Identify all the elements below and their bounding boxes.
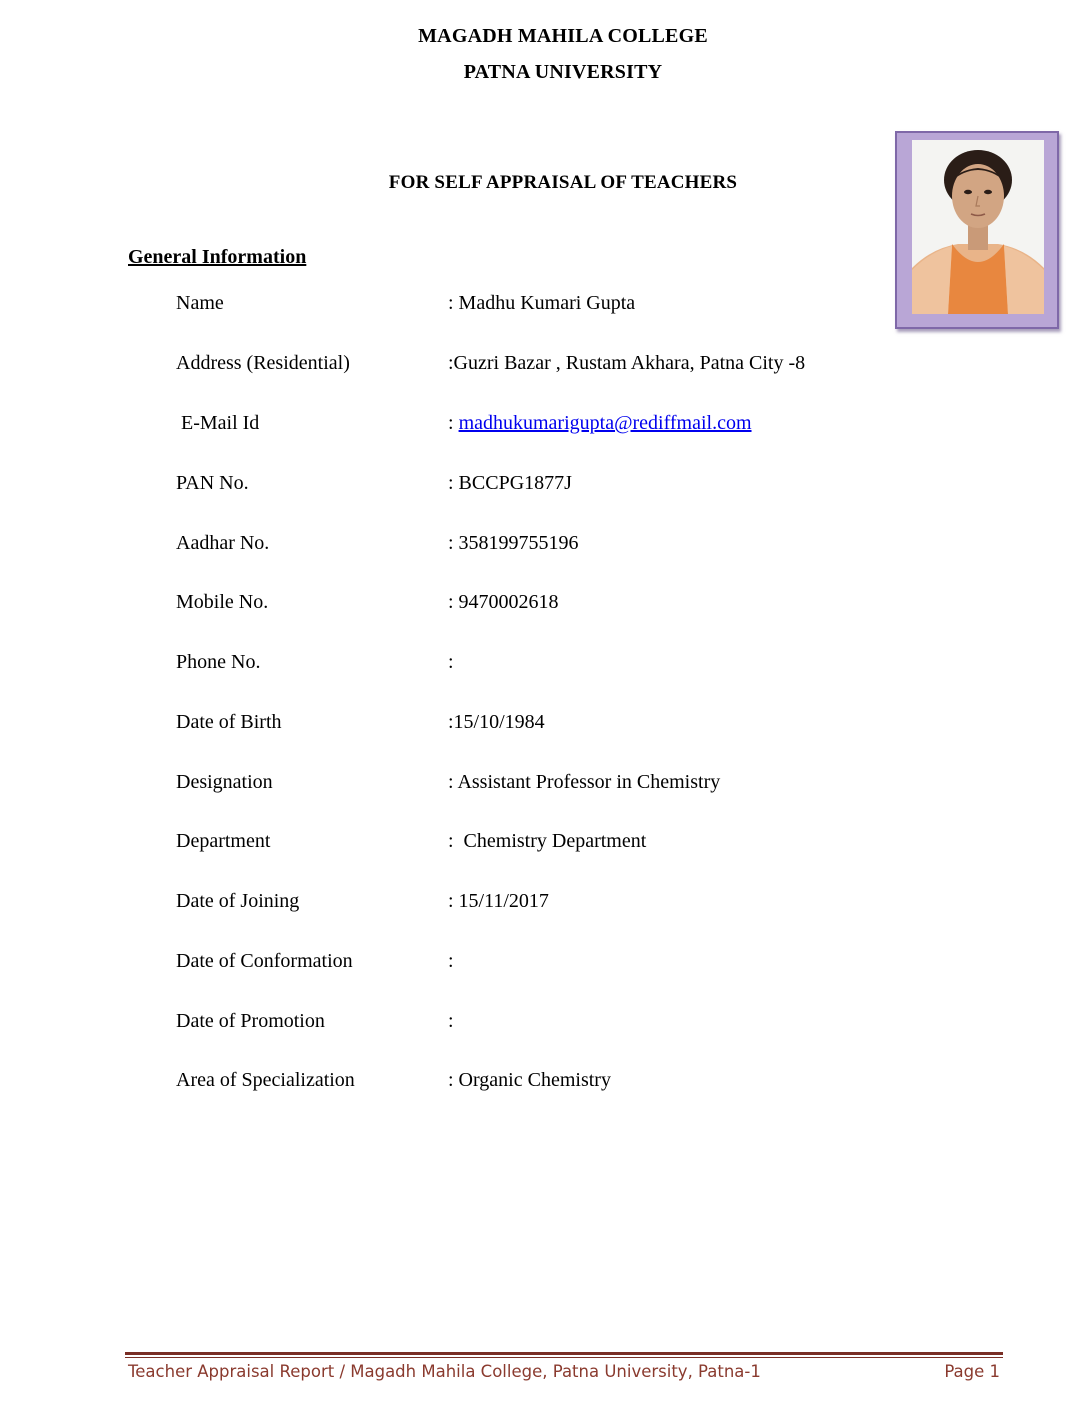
field-label: Address (Residential) xyxy=(176,352,350,374)
field-row-date-of-joining xyxy=(0,890,1088,920)
footer-divider xyxy=(125,1352,1003,1355)
field-row-date-of-birth xyxy=(0,711,1088,741)
field-row-address xyxy=(0,352,1088,382)
field-value: : Assistant Professor in Chemistry xyxy=(448,771,721,793)
field-row-area-of-specialization xyxy=(0,1069,1088,1099)
field-label: Area of Specialization xyxy=(176,1069,355,1091)
field-row-date-of-promotion xyxy=(0,1010,1088,1040)
footer-divider-thin xyxy=(125,1357,1003,1358)
field-row-email xyxy=(0,412,1088,442)
field-value: : 15/11/2017 xyxy=(448,890,549,912)
field-label: Aadhar No. xyxy=(176,532,270,554)
field-value-prefix: : xyxy=(448,412,459,434)
field-label: Designation xyxy=(176,771,273,793)
field-label: E-Mail Id xyxy=(176,412,260,434)
field-row-mobile xyxy=(0,591,1088,621)
field-label: Date of Conformation xyxy=(176,950,353,972)
teacher-photo xyxy=(912,140,1044,314)
field-row-phone xyxy=(0,651,1088,681)
field-label: PAN No. xyxy=(176,472,249,494)
field-value xyxy=(448,412,752,435)
field-label: Department xyxy=(176,830,271,852)
field-value: : xyxy=(448,1010,454,1032)
email-link[interactable]: madhukumarigupta@rediffmail.com xyxy=(458,412,752,434)
field-value: :15/10/1984 xyxy=(448,711,545,733)
college-name: MAGADH MAHILA COLLEGE xyxy=(418,25,708,47)
field-label: Mobile No. xyxy=(176,591,269,613)
field-value: : Madhu Kumari Gupta xyxy=(448,292,636,314)
field-row-department xyxy=(0,830,1088,860)
field-label: Date of Birth xyxy=(176,711,282,733)
field-value: : xyxy=(448,651,454,673)
field-value: : 9470002618 xyxy=(448,591,559,613)
field-value: : 358199755196 xyxy=(448,532,579,554)
field-row-designation xyxy=(0,771,1088,801)
field-label: Name xyxy=(176,292,224,314)
field-row-date-of-conformation xyxy=(0,950,1088,980)
field-label: Date of Joining xyxy=(176,890,300,912)
field-row-pan xyxy=(0,472,1088,502)
field-label: Phone No. xyxy=(176,651,261,673)
section-title-general-information: General Information xyxy=(128,246,307,268)
field-value: : Organic Chemistry xyxy=(448,1069,611,1091)
university-name: PATNA UNIVERSITY xyxy=(463,61,663,83)
field-value: : BCCPG1877J xyxy=(448,472,572,494)
field-row-aadhar xyxy=(0,532,1088,562)
form-title: FOR SELF APPRAISAL OF TEACHERS xyxy=(388,172,738,193)
footer-report-title: Teacher Appraisal Report / Magadh Mahila College, Patna University, Patna-1 xyxy=(128,1362,761,1381)
field-row-name xyxy=(0,292,1088,322)
field-value: : Chemistry Department xyxy=(448,830,647,852)
field-label: Date of Promotion xyxy=(176,1010,325,1032)
field-value: : xyxy=(448,950,454,972)
footer-page-number: Page 1 xyxy=(944,1362,1000,1381)
field-value: :Guzri Bazar , Rustam Akhara, Patna City -8 xyxy=(448,352,806,374)
